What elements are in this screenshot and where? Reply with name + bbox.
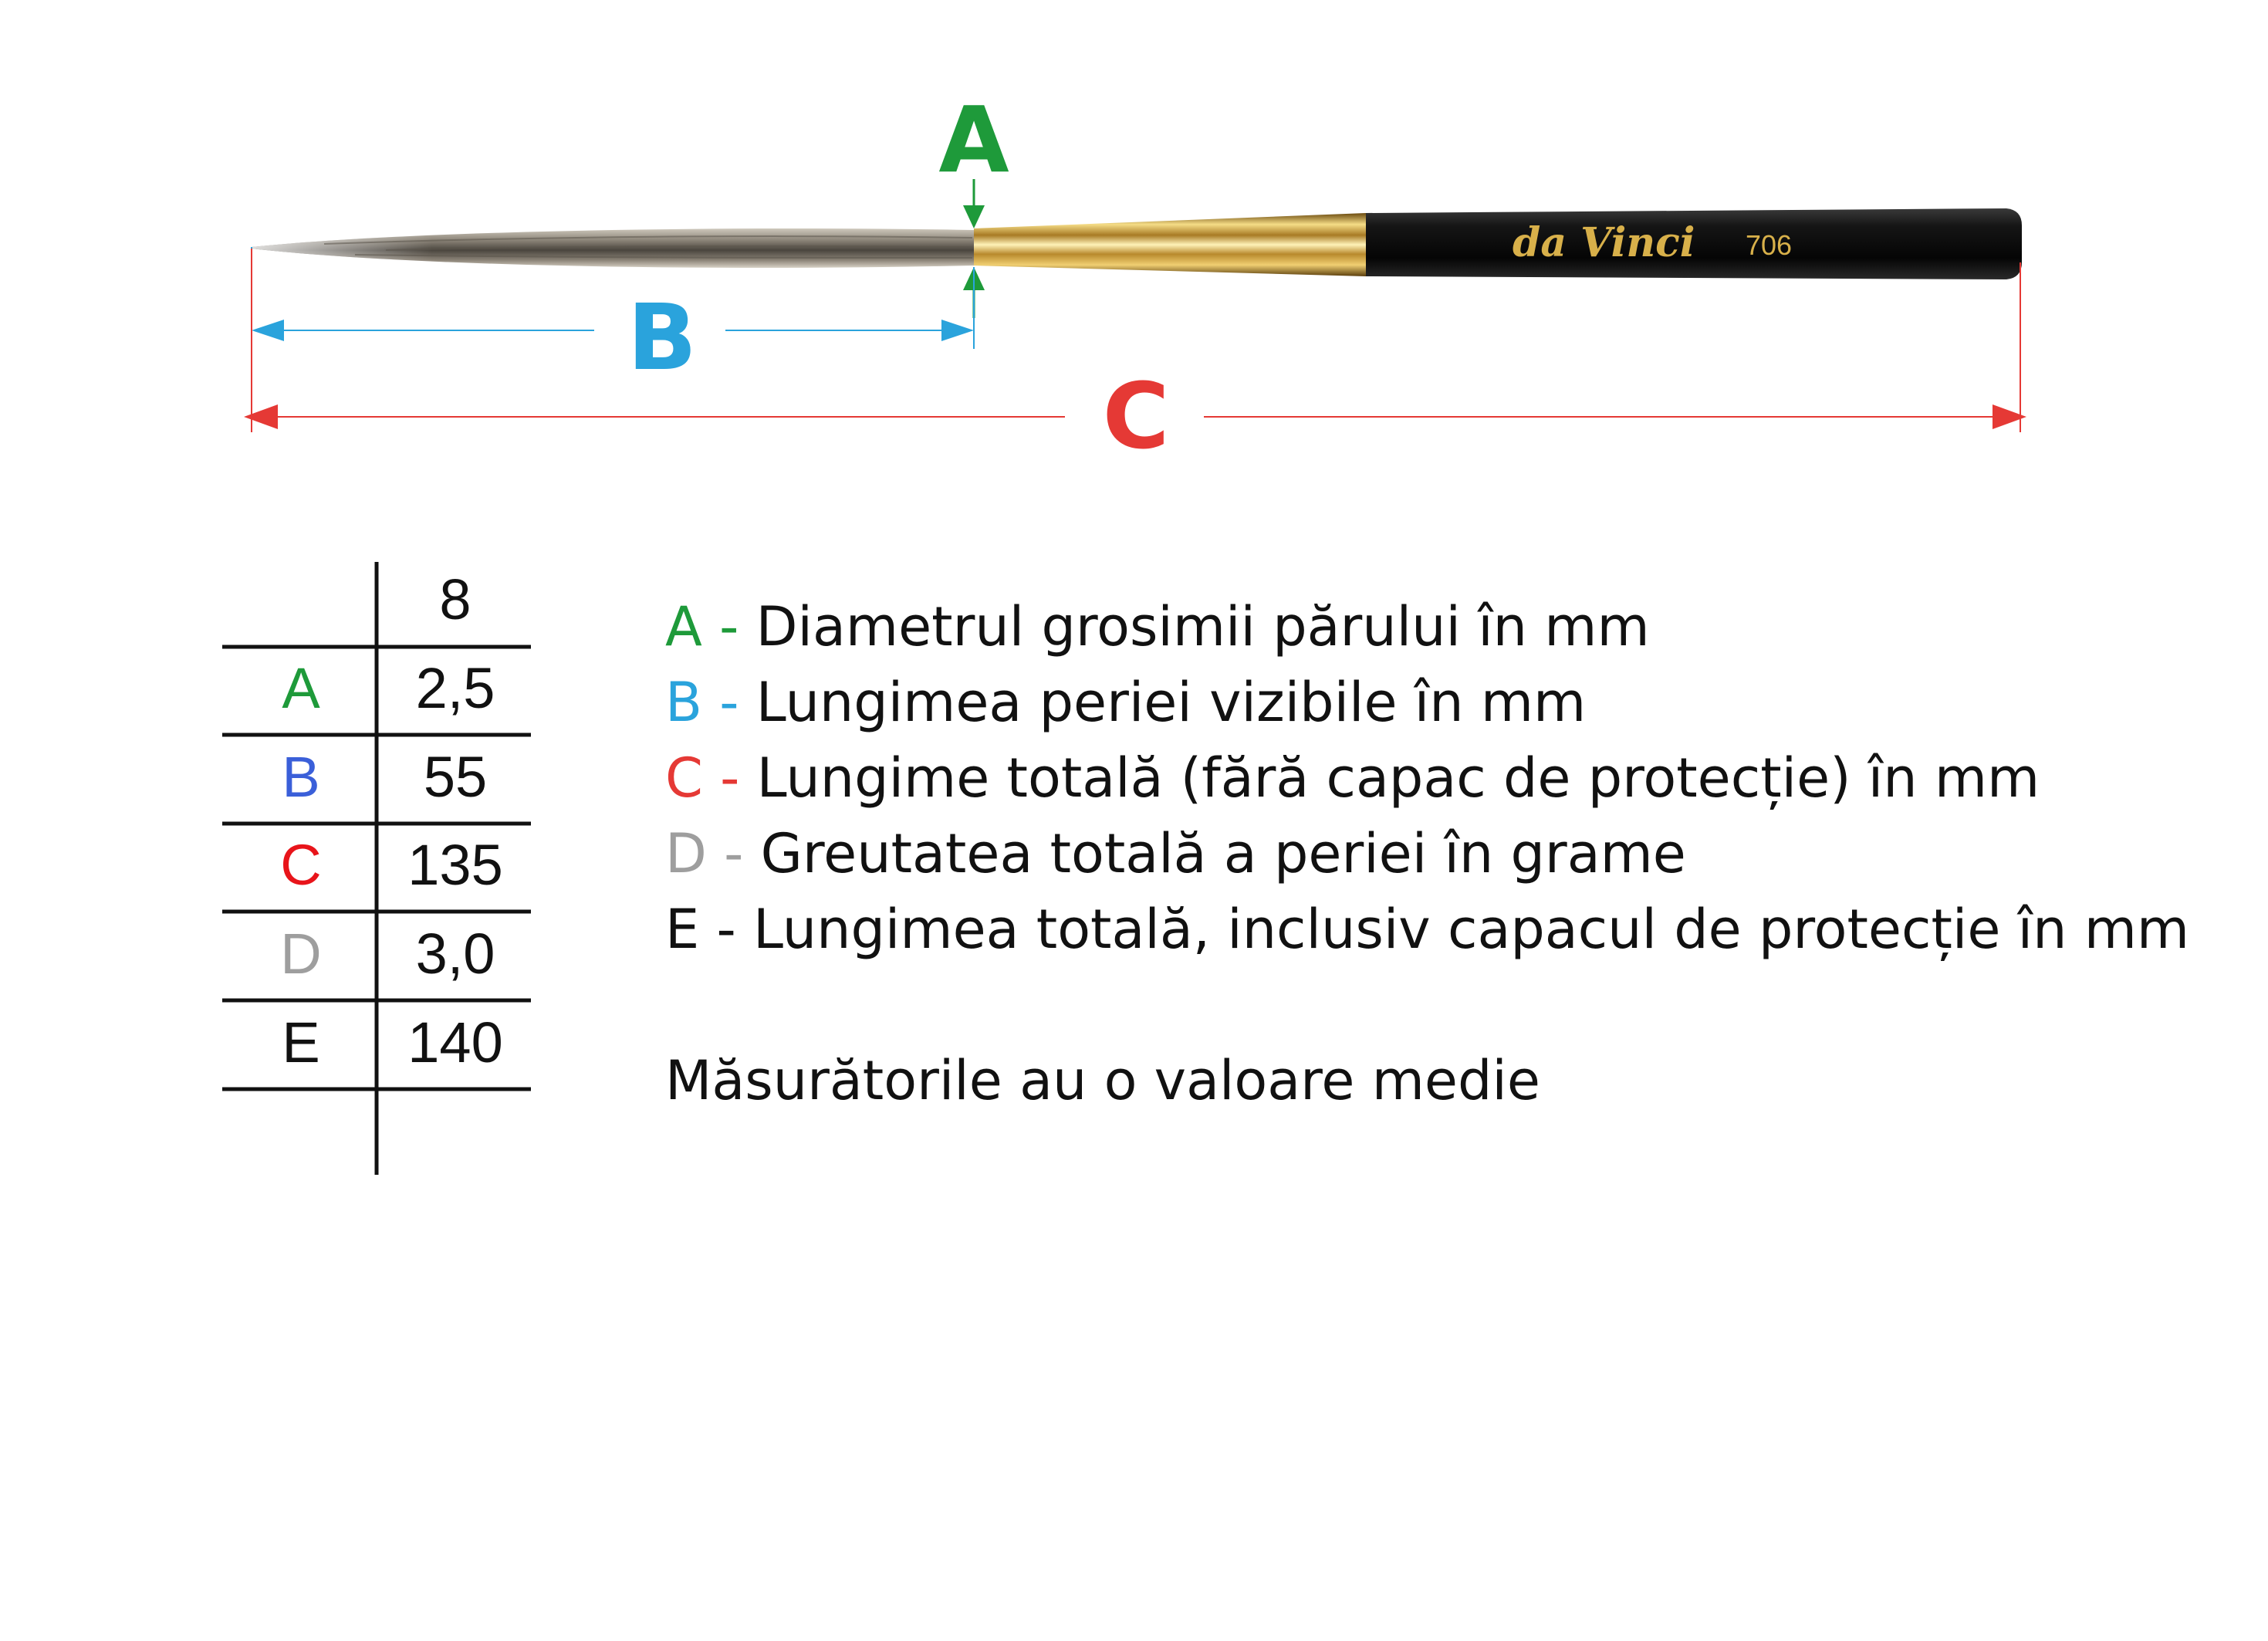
legend-key-b: B	[665, 671, 703, 734]
legend-desc-c: Lungime totală (fără capac de protecție) în mm	[756, 746, 2040, 810]
legend-sep-d: -	[706, 822, 761, 885]
legend-item-a	[665, 596, 1650, 658]
table-value-d: 3,0	[415, 922, 495, 986]
brush-hair-tip-fade	[252, 228, 974, 268]
legend-desc-e: Lungimea totală, inclusiv capacul de protecție în mm	[753, 898, 2190, 961]
table-value-b: 55	[423, 745, 488, 809]
brand-label: da Vinci	[1513, 219, 1695, 266]
table-key-c: C	[280, 833, 322, 897]
legend-key-e: E	[665, 898, 700, 961]
legend-item-b	[665, 672, 1586, 733]
dimension-b	[252, 247, 974, 391]
legend-item-c	[665, 747, 2040, 809]
dimension-b-label: B	[627, 284, 697, 391]
legend-sep-a: -	[701, 595, 756, 658]
legend-desc-a: Diametrul grosimii părului în mm	[755, 595, 1650, 658]
legend-sep-b: -	[702, 671, 756, 734]
legend-key-d: D	[665, 822, 707, 885]
dimension-b-left-arrow	[252, 320, 284, 341]
brush-illustration	[252, 208, 2022, 279]
legend-sep-c: -	[702, 746, 757, 810]
legend-key-c: C	[665, 746, 703, 810]
dimension-c	[244, 249, 2026, 469]
dimension-b-right-arrow	[941, 320, 974, 341]
dimension-a-top-arrow	[963, 205, 985, 228]
model-label: 706	[1746, 229, 1793, 261]
legend-key-a: A	[665, 595, 702, 658]
dimension-a-label: A	[938, 86, 1009, 193]
dimension-c-left-arrow	[244, 404, 278, 429]
legend-desc-d: Greutatea totală a periei în grame	[760, 822, 1686, 885]
table-value-a: 2,5	[415, 656, 495, 720]
table-value-c: 135	[407, 833, 503, 897]
legend-note: Măsurătorile au o valoare medie	[665, 1049, 1540, 1112]
table-key-e: E	[282, 1010, 320, 1074]
table-key-d: D	[280, 922, 322, 986]
legend-desc-b: Lungimea periei vizibile în mm	[755, 671, 1587, 734]
table-header-size: 8	[439, 567, 472, 631]
dimension-c-right-arrow	[1993, 404, 2026, 429]
table-value-e: 140	[407, 1010, 503, 1074]
size-table	[222, 562, 531, 1175]
legend-item-d	[665, 823, 1686, 885]
table-key-a: A	[282, 656, 320, 720]
brush-ferrule	[974, 213, 1366, 276]
legend-sep-e: -	[699, 898, 753, 961]
dimension-c-label: C	[1102, 363, 1170, 469]
legend-item-e	[665, 898, 2189, 960]
table-key-b: B	[282, 745, 320, 809]
